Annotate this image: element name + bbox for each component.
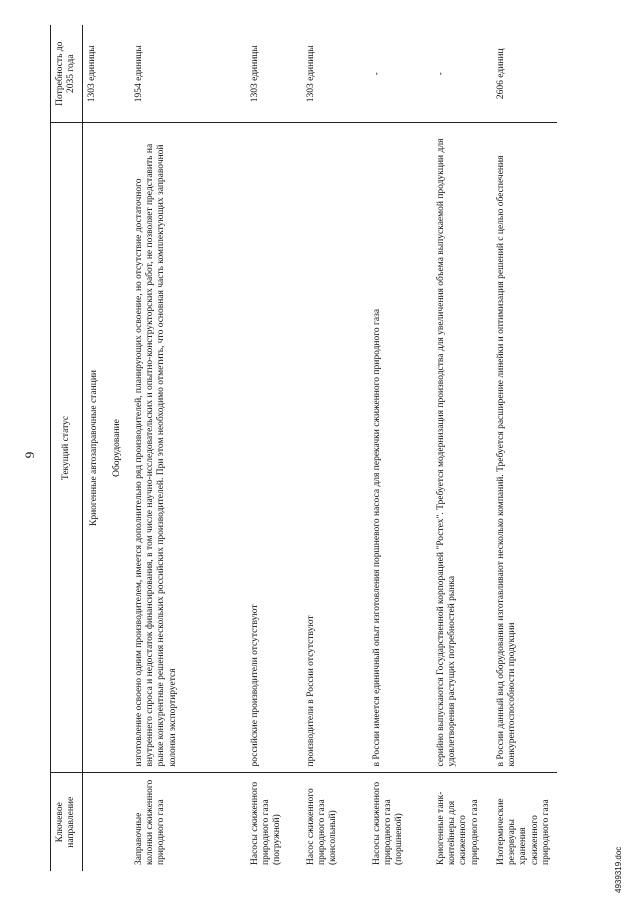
table-row xyxy=(130,25,246,871)
row-need: 2606 единиц xyxy=(492,25,557,123)
row-need: 1954 единицы xyxy=(130,25,246,123)
table-row xyxy=(492,25,557,871)
header-status: Текущий статус xyxy=(51,123,83,773)
row-direction: Заправочные колонки сжиженного природного газа xyxy=(133,779,167,865)
page-number: 9 xyxy=(22,451,37,459)
row-status: в России имеется единичный опыт изготовления поршневого насоса для перекачки сжиженного природного газа xyxy=(368,123,432,773)
row-direction: Насосы сжиженного природного газа (поршневой) xyxy=(371,781,405,865)
row-status: в России данный вид оборудования изготавливают несколько компаний. Требуется расширение линейки и оптимизация решений с целью обеспечения конкурентоспособности продукции xyxy=(492,123,557,773)
row-direction: Насосы сжиженного природного газа (погружной) xyxy=(249,781,283,865)
table-row xyxy=(302,25,368,871)
row-need: 1303 единицы xyxy=(246,25,302,123)
row-direction: Изотермические резервуары хранения сжиженного природного газа xyxy=(495,798,552,865)
row-status: серийно выпускаются Государственной корпорацией "Ростех". Требуется модернизация производства для увеличения объема выпускаемой продукции для удовлетворения растущих потребностей рынка xyxy=(432,123,492,773)
row-need: - xyxy=(432,25,492,123)
table-row xyxy=(368,25,432,871)
row-direction: Криогенные танк-контейнеры для сжиженного природного газа xyxy=(435,791,480,865)
section-empty-left xyxy=(82,773,106,871)
section-row xyxy=(82,25,106,871)
header-need: Потребность до 2035 года xyxy=(51,25,83,123)
subsection-empty-right xyxy=(106,25,129,123)
row-need: - xyxy=(368,25,432,123)
table-header-row xyxy=(51,25,83,871)
section-title: Криогенные автозаправочные станции xyxy=(82,123,106,773)
section-subtitle: Оборудование xyxy=(106,123,129,773)
row-status: производители в России отсутствуют xyxy=(302,123,368,773)
header-direction: Ключевое направление xyxy=(51,773,83,871)
row-status: российские производители отсутствуют xyxy=(246,123,302,773)
table-row xyxy=(432,25,492,871)
row-need: 1303 единицы xyxy=(302,25,368,123)
subsection-row xyxy=(106,25,129,871)
row-status: изготовление освоено одним производителем, имеется дополнительно ряд производителей, планирующих освоение, но отсутствие достаточного внутреннего спроса и недостаток финансирования, в том числе научно-исследовательских и опытно-конструкторских работ, не позволяет представить на рынке конкурентные решения нескольких российских производителей. При этом необходимо отметить, что основная часть комплектующих заправочной колонки экспортируется xyxy=(130,123,246,773)
document-filename: 4939319.doc xyxy=(614,846,623,893)
row-direction: Насос сжиженного природного газа (консольный) xyxy=(305,788,339,865)
status-table xyxy=(50,25,557,871)
subsection-empty-left xyxy=(106,773,129,871)
table-row xyxy=(246,25,302,871)
section-need: 1303 единицы xyxy=(82,25,106,123)
